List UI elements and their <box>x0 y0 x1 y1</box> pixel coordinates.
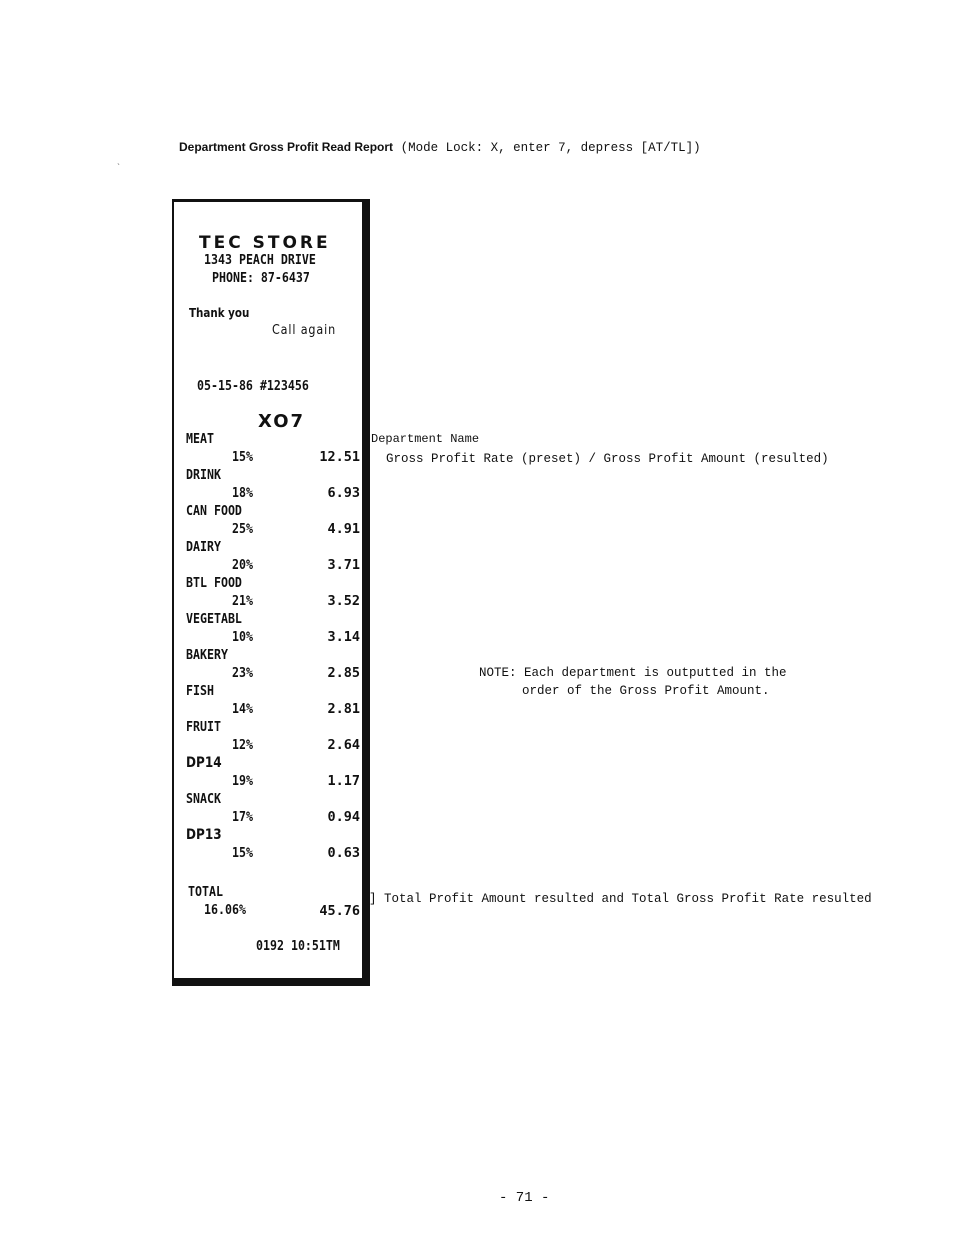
department-name: VEGETABL <box>186 611 242 627</box>
department-amount: 0.63 <box>327 845 360 861</box>
department-rate: 19% <box>232 773 253 789</box>
department-name: FRUIT <box>186 719 221 735</box>
annotation-total: ] Total Profit Amount resulted and Total Gross Profit Rate resulted <box>369 892 872 906</box>
caption-detail: (Mode Lock: X, enter 7, depress [AT/TL]) <box>400 141 701 155</box>
department-amount: 2.64 <box>327 737 360 753</box>
department-rate: 17% <box>232 809 253 825</box>
report-mode: XO7 <box>258 411 306 432</box>
annotation-rate-amount: Gross Profit Rate (preset) / Gross Profit Amount (resulted) <box>386 452 829 466</box>
department-name: DRINK <box>186 467 221 483</box>
department-name: SNACK <box>186 791 221 807</box>
store-phone: PHONE: 87-6437 <box>212 270 310 286</box>
department-name: DP13 <box>186 827 222 843</box>
receipt-footer: 0192 10:51TM <box>256 938 340 954</box>
annotation-department-name: Department Name <box>371 432 480 446</box>
call-again-message: Call again <box>272 323 337 338</box>
department-name: MEAT <box>186 431 214 447</box>
department-amount: 4.91 <box>327 521 360 537</box>
department-rate: 23% <box>232 665 253 681</box>
department-amount: 3.71 <box>327 557 360 573</box>
department-name: DAIRY <box>186 539 221 555</box>
store-name: TEC STORE <box>199 233 331 253</box>
caption-title: Department Gross Profit Read Report <box>179 140 394 154</box>
department-name: CAN FOOD <box>186 503 242 519</box>
thank-you-message: Thank you <box>189 306 250 320</box>
department-amount: 2.81 <box>327 701 360 717</box>
note-line-2: order of the Gross Profit Amount. <box>522 684 770 698</box>
stray-mark: ˋ <box>117 163 120 173</box>
department-rate: 15% <box>232 449 253 465</box>
department-name: BTL FOOD <box>186 575 242 591</box>
report-caption <box>179 140 701 155</box>
department-rate: 14% <box>232 701 253 717</box>
store-address: 1343 PEACH DRIVE <box>204 252 316 268</box>
department-rate: 25% <box>232 521 253 537</box>
page-number: - 71 - <box>499 1190 550 1206</box>
department-rate: 10% <box>232 629 253 645</box>
department-rate: 12% <box>232 737 253 753</box>
department-rate: 20% <box>232 557 253 573</box>
department-amount: 3.52 <box>327 593 360 609</box>
total-label: TOTAL <box>188 884 223 900</box>
total-rate: 16.06% <box>204 902 246 918</box>
department-amount: 2.85 <box>327 665 360 681</box>
department-name: DP14 <box>186 755 222 771</box>
department-rate: 18% <box>232 485 253 501</box>
department-rate: 21% <box>232 593 253 609</box>
department-amount: 1.17 <box>327 773 360 789</box>
note-line-1: NOTE: Each department is outputted in the <box>479 666 787 680</box>
department-name: FISH <box>186 683 214 699</box>
department-amount: 3.14 <box>327 629 360 645</box>
receipt <box>172 199 370 986</box>
department-rate: 15% <box>232 845 253 861</box>
total-amount: 45.76 <box>319 903 360 919</box>
date-and-number: 05-15-86 #123456 <box>197 378 309 394</box>
department-amount: 12.51 <box>319 449 360 465</box>
department-amount: 6.93 <box>327 485 360 501</box>
department-name: BAKERY <box>186 647 228 663</box>
department-amount: 0.94 <box>327 809 360 825</box>
